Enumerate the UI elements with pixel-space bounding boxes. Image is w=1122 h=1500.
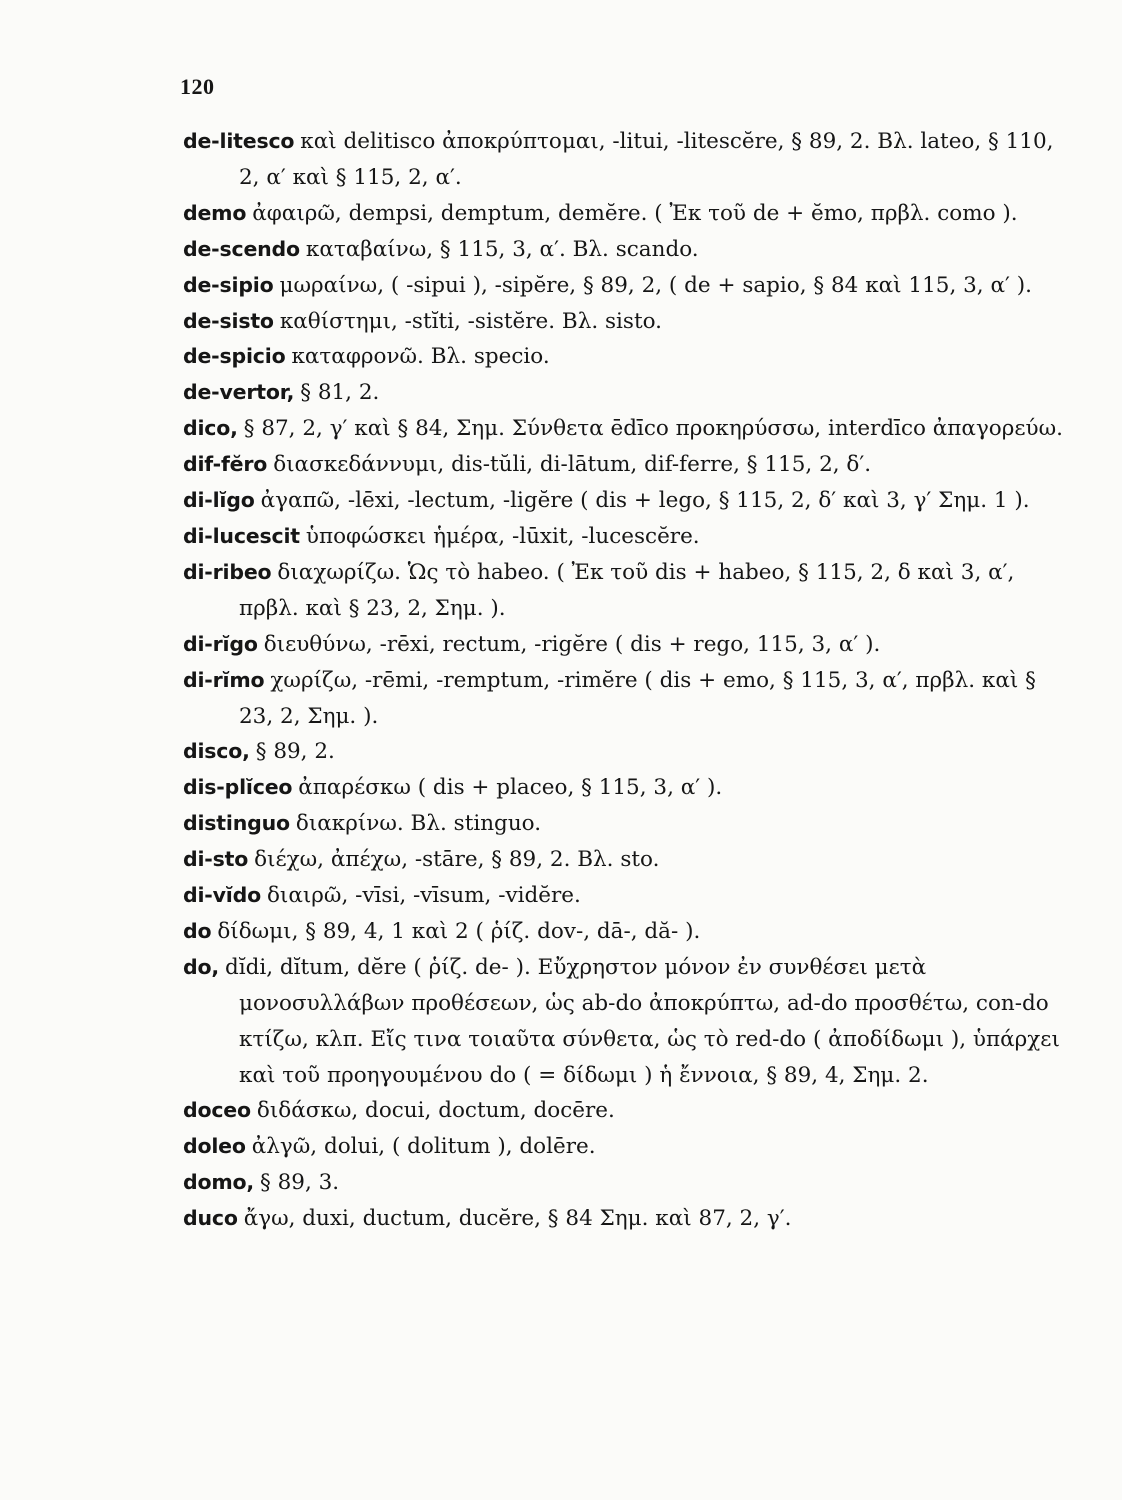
entry-headword: doleo [183, 1134, 246, 1159]
entry-text: § 89, 3. [260, 1170, 340, 1196]
dictionary-entry [183, 304, 1063, 340]
dictionary-entry [183, 232, 1063, 268]
dictionary-entry [183, 1129, 1063, 1165]
dictionary-entry [183, 519, 1063, 555]
dictionary-entry [183, 842, 1063, 878]
entry-headword: di-rĭgo [183, 631, 258, 656]
entry-text: διδάσκω, docui, doctum, docēre. [256, 1098, 615, 1124]
entry-headword: de-litesco [183, 129, 295, 153]
entry-headword: dif-fĕro [183, 452, 268, 477]
entry-headword: de-spicio [183, 344, 286, 369]
entry-headword: di-vĭdo [183, 883, 261, 908]
dictionary-entry [183, 734, 1063, 770]
entry-headword: de-sisto [183, 308, 274, 333]
entry-text: ἀγαπῶ, -lēxi, -lectum, -ligĕre ( dis + lego, § 115, 2, δ′ καὶ 3, γ′ Σημ. 1 ). [260, 488, 1030, 514]
entry-text: καταβαίνω, § 115, 3, α′. Βλ. scando. [305, 236, 699, 262]
dictionary-entry [183, 878, 1063, 914]
entry-headword: di-lucescit [183, 523, 300, 548]
entry-text: καταφρονῶ. Βλ. specio. [291, 344, 550, 370]
dictionary-entry [183, 806, 1063, 842]
entry-text: διακρίνω. Βλ. stinguo. [295, 811, 542, 837]
entry-text: § 87, 2, γ′ καὶ § 84, Σημ. Σύνθετα ēdīco προκηρύσσω, interdīco ἀπαγορεύω. [243, 416, 1063, 442]
entry-headword: demo [183, 200, 247, 225]
dictionary-entry [183, 196, 1063, 232]
entry-headword: disco, [183, 739, 250, 764]
entry-text: διαιρῶ, -vīsi, -vīsum, -vidĕre. [266, 883, 581, 909]
dictionary-entry [183, 663, 1063, 735]
dictionary-entry [183, 914, 1063, 950]
dictionary-entry [183, 1093, 1063, 1129]
entry-headword: domo, [183, 1170, 254, 1195]
entry-text: μωραίνω, ( -sipui ), -sipĕre, § 89, 2, ( de + sapio, § 84 καὶ 115, 3, α′ ). [279, 272, 1032, 298]
entry-text: ἀφαιρῶ, dempsi, demptum, demĕre. ( Ἐκ τοῦ de + ĕmo, πρβλ. como ). [252, 200, 1018, 226]
entry-headword: di-lĭgo [183, 488, 255, 513]
entry-text: § 81, 2. [300, 380, 380, 406]
dictionary-entry [183, 411, 1063, 447]
entry-text: ἀπαρέσκω ( dis + placeo, § 115, 3, α′ ). [298, 775, 723, 801]
entry-text: ἄγω, duxi, ductum, ducĕre, § 84 Σημ. καὶ 87, 2, γ′. [243, 1206, 792, 1232]
entry-text: καθίστημι, -stĭti, -sistĕre. Βλ. sisto. [279, 308, 662, 334]
entry-headword: de-scendo [183, 236, 300, 261]
dictionary-entry [183, 268, 1063, 304]
entry-headword: di-rĭmo [183, 667, 265, 692]
dictionary-entry [183, 447, 1063, 483]
entry-text: § 89, 2. [255, 739, 335, 765]
dictionary-entry [183, 950, 1063, 1094]
entry-text: χωρίζω, -rēmi, -remptum, -rimĕre ( dis + emo, § 115, 3, α′, πρβλ. καὶ § 23, 2, Σημ. ). [239, 667, 1036, 729]
dictionary-entry [183, 483, 1063, 519]
entry-headword: dico, [183, 416, 238, 441]
entry-text: ἀλγῶ, dolui, ( dolitum ), dolēre. [251, 1134, 596, 1160]
entry-headword: de-vertor, [183, 380, 295, 405]
entry-headword: dis-plĭceo [183, 775, 293, 800]
entry-text: ὑποφώσκει ἡμέρα, -lūxit, -lucescĕre. [305, 523, 700, 549]
dictionary-entry [183, 124, 1063, 196]
dictionary-entry [183, 1201, 1063, 1237]
entry-text: διέχω, ἀπέχω, -stāre, § 89, 2. Βλ. sto. [254, 847, 660, 873]
dictionary-entry [183, 1165, 1063, 1201]
entry-text: καὶ delitisco ἀποκρύπτομαι, -litui, -litescĕre, § 89, 2. Βλ. lateo, § 110, 2, α′ καὶ § 115, 2, α′. [239, 129, 1054, 190]
entry-text: δίδωμι, § 89, 4, 1 καὶ 2 ( ῥίζ. dov-, dā-, dă- ). [217, 918, 701, 944]
entry-headword: doceo [183, 1098, 251, 1123]
entry-headword: distinguo [183, 811, 290, 836]
entry-text: διαχωρίζω. Ὡς τὸ habeo. ( Ἐκ τοῦ dis + habeo, § 115, 2, δ καὶ 3, α′, πρβλ. καὶ § 23, 2, Σημ. ). [239, 559, 1015, 621]
entry-headword: di-sto [183, 847, 249, 872]
dictionary-entry [183, 375, 1063, 411]
page-number: 120 [180, 74, 215, 99]
entry-headword: de-sipio [183, 272, 274, 297]
entry-headword: do [183, 918, 212, 943]
dictionary-entry [183, 770, 1063, 806]
entry-headword: duco [183, 1206, 238, 1231]
dictionary-entries [183, 124, 1063, 1237]
entry-text: διασκεδάννυμι, dis-tŭli, di-lātum, dif-ferre, § 115, 2, δ′. [273, 452, 872, 478]
entry-headword: do, [183, 954, 219, 979]
entry-text: dĭdi, dĭtum, dĕre ( ῥίζ. de- ). Εὔχρηστον μόνον ἐν συνθέσει μετὰ μονοσυλλάβων προθέσεων, ὡς ab-do ἀποκρύπτω, ad-do προσθέτω, con-do κτίζω, κλπ. Εἴς τινα τοιαῦτα σύνθετα, ὡς τὸ red-do ( ἀποδίδωμι ), ὑπάρχει καὶ τοῦ προηγουμένου do ( = δίδωμι ) ἡ ἔννοια, § 89, 4, Σημ. 2. [224, 954, 1060, 1088]
entry-headword: di-ribeo [183, 559, 272, 584]
entry-text: διευθύνω, -rēxi, rectum, -rigĕre ( dis + rego, 115, 3, α′ ). [263, 631, 881, 657]
dictionary-entry [183, 555, 1063, 627]
dictionary-entry [183, 627, 1063, 663]
dictionary-entry [183, 339, 1063, 375]
